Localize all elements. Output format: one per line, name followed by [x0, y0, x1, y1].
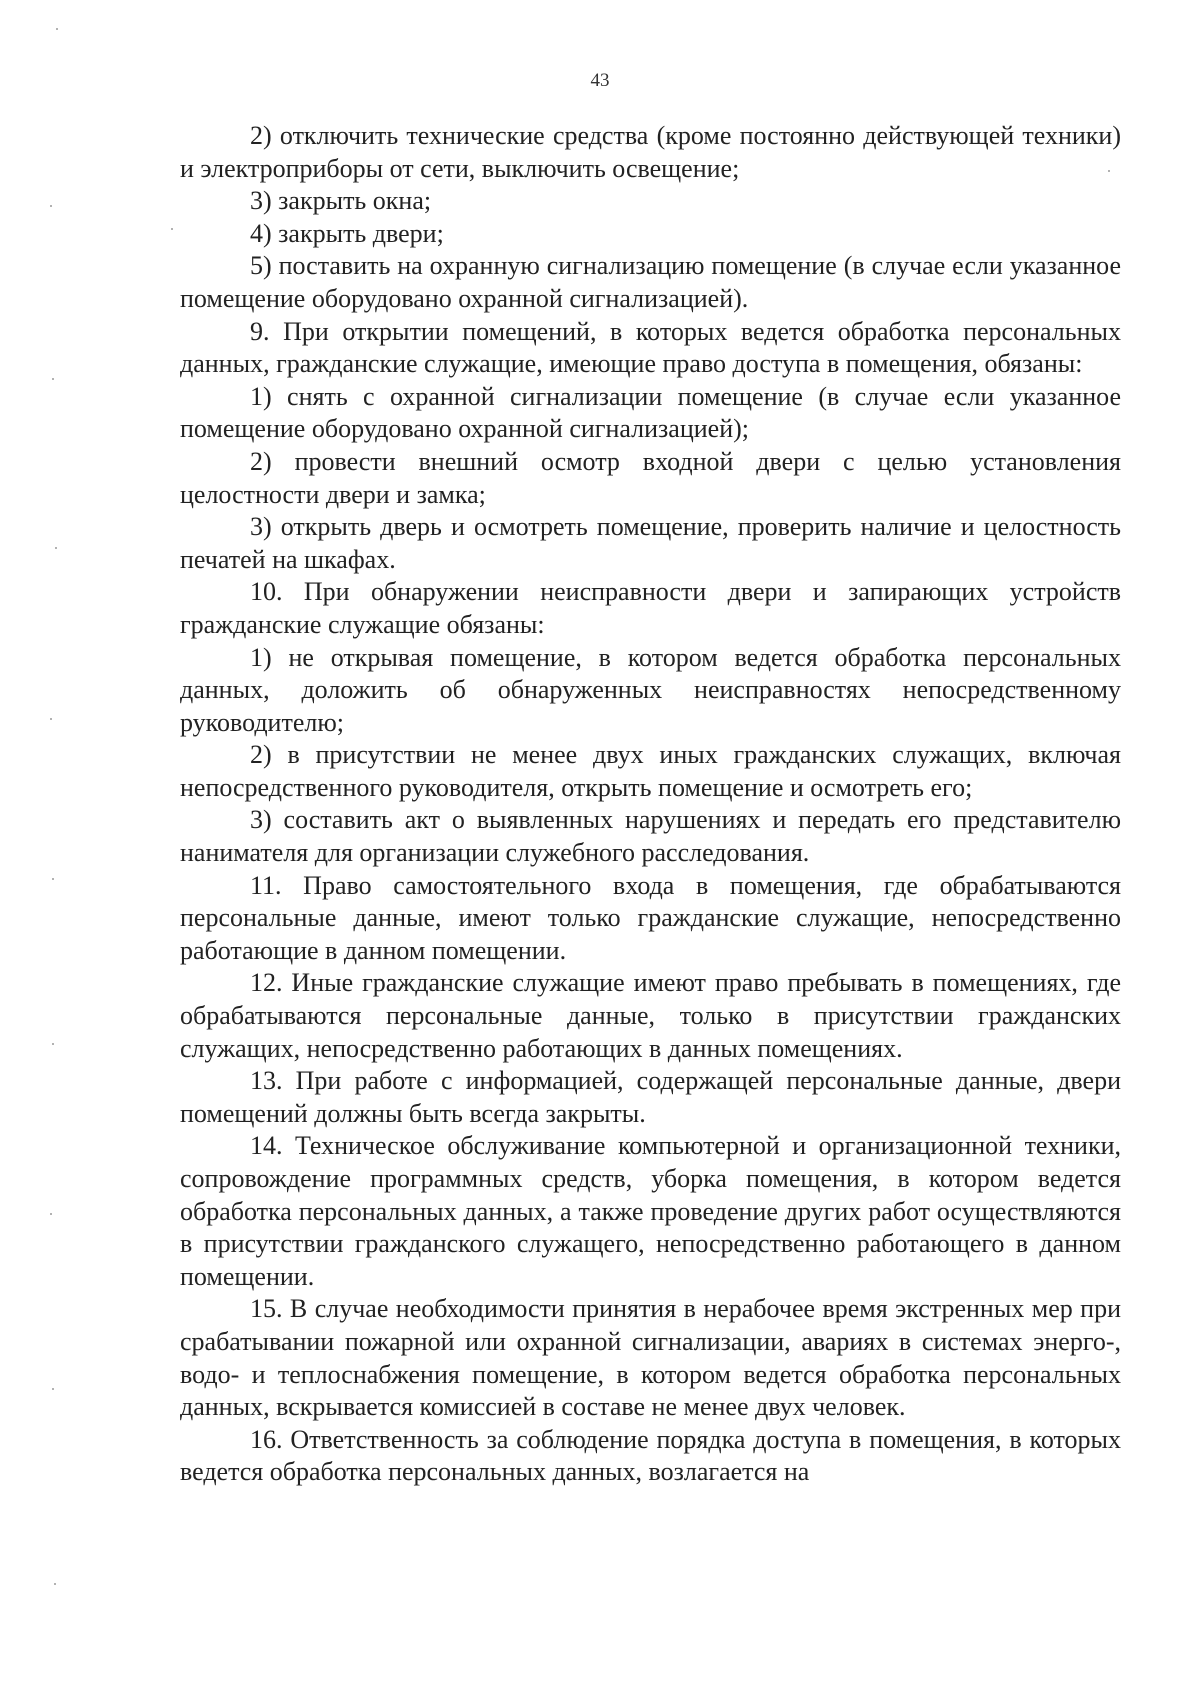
paragraph: 2) отключить технические средства (кроме постоянно действующей техники) и электроприборы от сети, выключить освещение; [180, 121, 1121, 183]
paragraph: 15. В случае необходимости принятия в нерабочее время экстренных мер при срабатывании пожарной или охранной сигнализации, авариях в системах энерго-, водо- и теплоснабжения помещение, в котором ведется обработка персональных данных, вскрывается комиссией в составе не менее двух человек. [180, 1294, 1121, 1422]
paragraph: 11. Право самостоятельного входа в помещения, где обрабатываются персональные данные, имеют только гражданские служащие, непосредственно работающие в данном помещении. [180, 870, 1121, 965]
paragraph: 12. Иные гражданские служащие имеют право пребывать в помещениях, где обрабатываются персональные данные, только в присутствии гражданских служащих, непосредственно работающих в данных помещениях. [180, 968, 1121, 1063]
scan-speck [171, 228, 173, 230]
scan-speck [56, 28, 58, 30]
paragraph: 3) закрыть окна; [250, 186, 432, 216]
paragraph: 1) не открывая помещение, в котором ведется обработка персональных данных, доложить об обнаруженных неисправностях непосредственному руководителю; [180, 642, 1121, 737]
scan-speck [50, 718, 52, 720]
scan-speck [50, 205, 52, 207]
paragraph: 2) провести внешний осмотр входной двери с целью установления целостности двери и замка; [180, 446, 1121, 509]
paragraph: 14. Техническое обслуживание компьютерной и организационной техники, сопровождение программных средств, уборка помещения, в котором ведется обработка персональных данных, а также проведение других работ осуществляются в присутствии гражданского служащего, непосредственно работающего в данном помещении. [180, 1131, 1121, 1291]
scan-speck [1108, 170, 1110, 172]
scan-speck [54, 1583, 56, 1585]
document-body [180, 120, 1121, 1489]
paragraph: 16. Ответственность за соблюдение порядка доступа в помещения, в которых ведется обработка персональных данных, возлагается на [180, 1424, 1121, 1487]
paragraph: 5) поставить на охранную сигнализацию помещение (в случае если указанное помещение оборудовано охранной сигнализацией). [180, 251, 1121, 313]
scan-speck [52, 378, 54, 380]
scan-speck [55, 547, 57, 549]
paragraph: 3) составить акт о выявленных нарушениях и передать его представителю нанимателя для организации служебного расследования. [180, 805, 1121, 868]
paragraph: 2) в присутствии не менее двух иных гражданских служащих, включая непосредственного руководителя, открыть помещение и осмотреть его; [180, 740, 1121, 802]
paragraph: 1) снять с охранной сигнализации помещение (в случае если указанное помещение оборудовано охранной сигнализацией); [180, 381, 1121, 444]
scan-speck [50, 1213, 52, 1215]
paragraph: 13. При работе с информацией, содержащей персональные данные, двери помещений должны быть всегда закрыты. [180, 1066, 1121, 1128]
scan-speck [52, 878, 54, 880]
paragraph: 9. При открытии помещений, в которых ведется обработка персональных данных, гражданские служащие, имеющие право доступа в помещения, обязаны: [180, 316, 1121, 379]
scan-speck [52, 1043, 54, 1045]
paragraph: 3) открыть дверь и осмотреть помещение, проверить наличие и целостность печатей на шкафах. [180, 512, 1121, 574]
page-number: 43 [590, 70, 610, 91]
paragraph: 4) закрыть двери; [250, 218, 444, 248]
paragraph: 10. При обнаружении неисправности двери и запирающих устройств гражданские служащие обязаны: [180, 577, 1121, 639]
scan-speck [52, 1388, 54, 1390]
